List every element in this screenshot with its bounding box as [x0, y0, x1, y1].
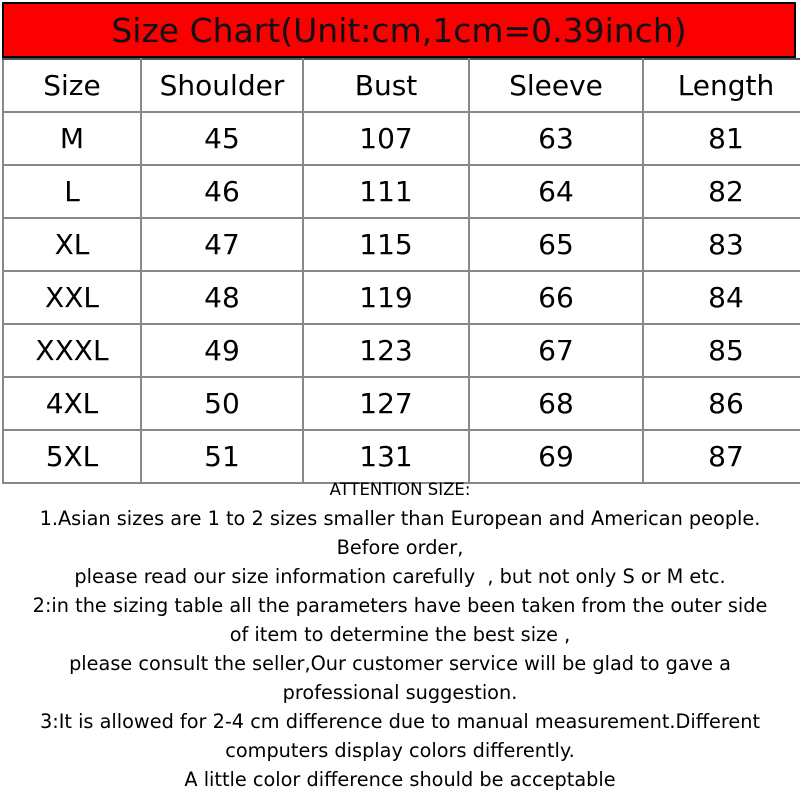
cell-bust: 115: [303, 218, 469, 271]
cell-shoulder: 47: [141, 218, 303, 271]
cell-size: XL: [3, 218, 141, 271]
note-line: please consult the seller,Our customer service will be glad to gave a: [69, 652, 731, 675]
cell-sleeve: 64: [469, 165, 643, 218]
table-row: [3, 165, 800, 218]
cell-shoulder: 51: [141, 430, 303, 483]
cell-length: 87: [643, 430, 800, 483]
note-line: computers display colors differently.: [225, 739, 575, 762]
cell-shoulder: 48: [141, 271, 303, 324]
size-chart-title-bar: [2, 2, 796, 58]
column-header-length: Length: [643, 59, 800, 112]
cell-size: 4XL: [3, 377, 141, 430]
cell-length: 84: [643, 271, 800, 324]
cell-length: 83: [643, 218, 800, 271]
note-line: 1.Asian sizes are 1 to 2 sizes smaller than European and American people.: [39, 507, 761, 530]
note-line: of item to determine the best size ,: [229, 623, 571, 646]
cell-sleeve: 69: [469, 430, 643, 483]
table-header-row: [3, 59, 800, 112]
cell-bust: 127: [303, 377, 469, 430]
cell-size: XXXL: [3, 324, 141, 377]
cell-sleeve: 67: [469, 324, 643, 377]
cell-size: L: [3, 165, 141, 218]
cell-shoulder: 50: [141, 377, 303, 430]
table-row: [3, 271, 800, 324]
cell-bust: 131: [303, 430, 469, 483]
column-header-shoulder: Shoulder: [141, 59, 303, 112]
column-header-bust: Bust: [303, 59, 469, 112]
note-line: professional suggestion.: [282, 681, 518, 704]
cell-size: 5XL: [3, 430, 141, 483]
cell-length: 86: [643, 377, 800, 430]
cell-size: XXL: [3, 271, 141, 324]
notes-heading: ATTENTION SIZE:: [329, 480, 471, 499]
attention-notes: [0, 476, 800, 800]
cell-length: 82: [643, 165, 800, 218]
note-line: 2:in the sizing table all the parameters have been taken from the outer side: [32, 594, 768, 617]
note-line: A little color difference should be acceptable: [184, 768, 616, 791]
table-row: [3, 218, 800, 271]
note-line: Before order,: [336, 536, 464, 559]
column-header-size: Size: [3, 59, 141, 112]
cell-length: 85: [643, 324, 800, 377]
size-table: [2, 58, 800, 484]
cell-sleeve: 63: [469, 112, 643, 165]
note-line: please read our size information carefully , but not only S or M etc.: [74, 565, 726, 588]
cell-bust: 111: [303, 165, 469, 218]
cell-shoulder: 46: [141, 165, 303, 218]
table-row: [3, 112, 800, 165]
cell-bust: 107: [303, 112, 469, 165]
table-body: [3, 112, 800, 483]
note-line: 3:It is allowed for 2-4 cm difference due to manual measurement.Different: [39, 710, 761, 733]
cell-bust: 119: [303, 271, 469, 324]
cell-shoulder: 49: [141, 324, 303, 377]
table-row: [3, 324, 800, 377]
cell-length: 81: [643, 112, 800, 165]
column-header-sleeve: Sleeve: [469, 59, 643, 112]
cell-size: M: [3, 112, 141, 165]
cell-bust: 123: [303, 324, 469, 377]
table-row: [3, 377, 800, 430]
cell-sleeve: 68: [469, 377, 643, 430]
cell-shoulder: 45: [141, 112, 303, 165]
size-chart-title: Size Chart(Unit:cm,1cm=0.39inch): [111, 10, 687, 50]
cell-sleeve: 66: [469, 271, 643, 324]
cell-sleeve: 65: [469, 218, 643, 271]
